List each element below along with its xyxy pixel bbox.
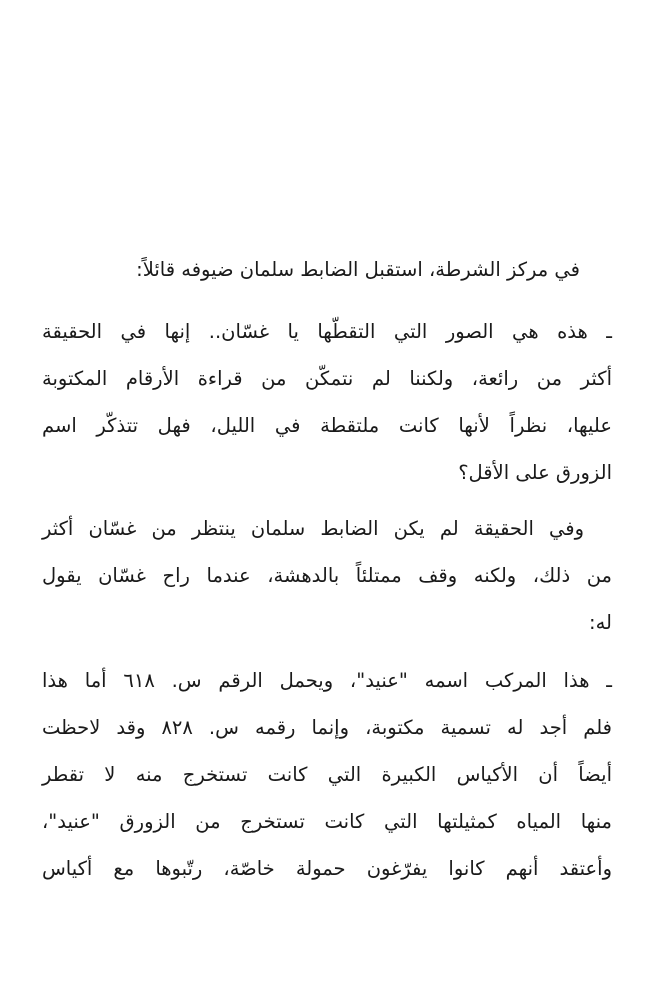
paragraph-2-line-3: له:: [589, 611, 612, 634]
paragraph-3: [42, 657, 612, 892]
paragraph-3-line-2: فلم أجد له تسمية مكتوبة، وإنما رقمه س. ٨٢٨ وقد لاحظت: [42, 716, 612, 739]
paragraph-3-line-3: أيضاً أن الأكياس الكبيرة التي كانت تستخرج منه لا تقطر: [42, 763, 612, 786]
paragraph-2-line-1: وفي الحقيقة لم يكن الضابط سلمان ينتظر من غسّان أكثر: [42, 517, 584, 540]
paragraph-3-line-4: منها المياه كمثيلتها التي كانت تستخرج من الزورق "عنيد"،: [42, 810, 612, 833]
paragraph-1-line-2: أكثر من رائعة، ولكننا لم نتمكّن من قراءة الأرقام المكتوبة: [42, 367, 612, 390]
paragraph-3-line-1: ـ هذا المركب اسمه "عنيد"، ويحمل الرقم س. ٦١٨ أما هذا: [42, 669, 613, 692]
paragraph-2-line-2: من ذلك، ولكنه وقف ممتلئاً بالدهشة، عندما راح غسّان يقول: [42, 564, 612, 587]
paragraph-2: [42, 505, 612, 646]
paragraph-1-line-3: عليها، نظراً لأنها كانت ملتقطة في الليل، فهل تتذكّر اسم: [42, 414, 612, 437]
paragraph-1-line-4: الزورق على الأقل؟: [458, 461, 612, 484]
intro-text: في مركز الشرطة، استقبل الضابط سلمان ضيوفه قائلاً:: [136, 258, 580, 281]
paragraph-1-line-1: ـ هذه هي الصور التي التقطّها يا غسّان.. إنها في الحقيقة: [42, 320, 612, 343]
paragraph-3-line-5: وأعتقد أنهم كانوا يفرّغون حمولة خاصّة، رتّبوها مع أكياس: [42, 857, 612, 880]
paragraph-1: [42, 308, 612, 496]
intro-line: [42, 246, 612, 293]
